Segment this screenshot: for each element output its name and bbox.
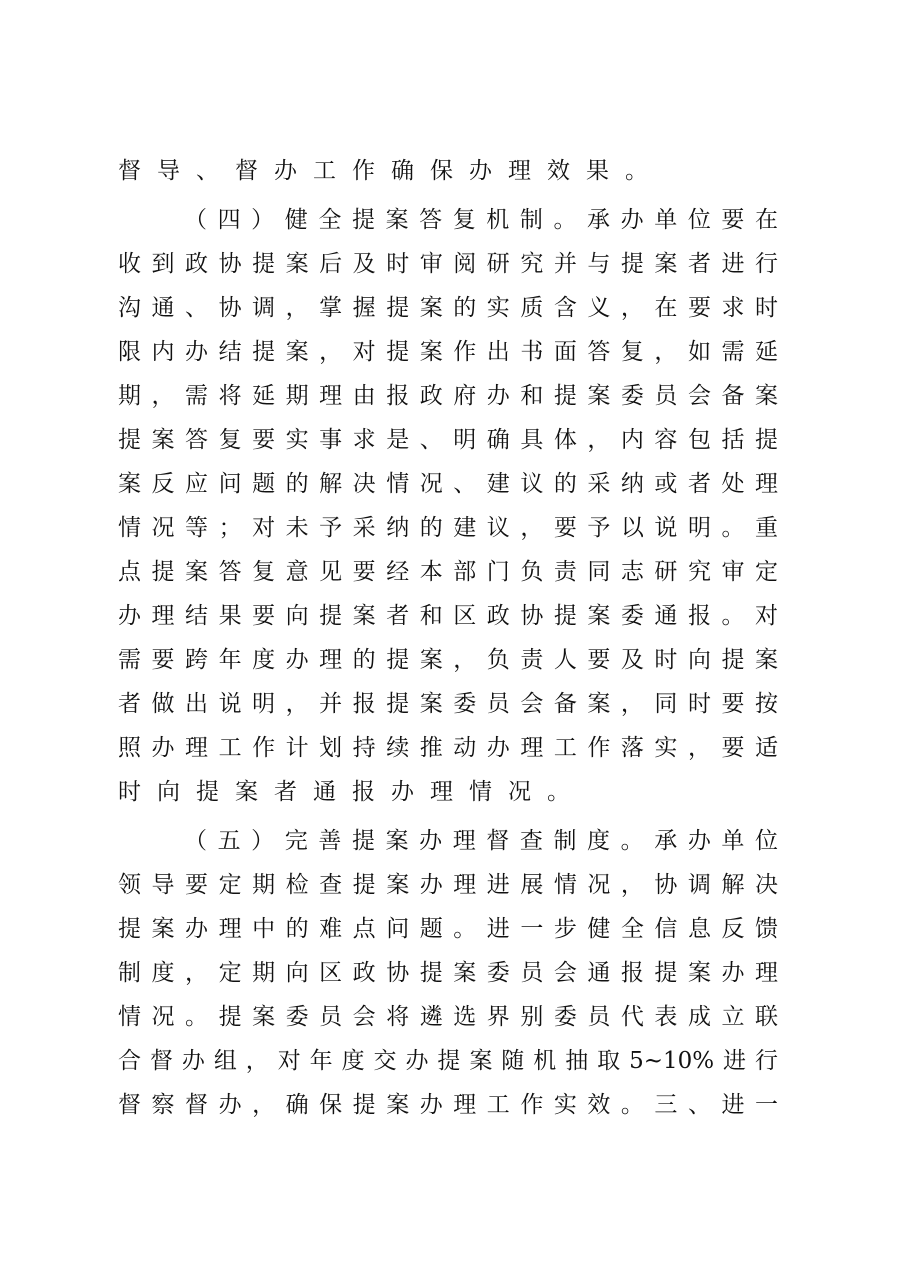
- text-line-4: 沟​通​、​协​调​，​掌​握​提​案​的​实​质​含​义​，​在​要​求​时: [118, 295, 778, 321]
- text-line-14: 照​办​理​工​作​计​划​持​续​推​动​办​理​工​作​落​实​，​要​适: [118, 735, 778, 761]
- text-line-3: 收​到​政​协​提​案​后​及​时​审​阅​研​究​并​与​提​案​者​进​行: [118, 251, 778, 277]
- text-line-8: 案​反​应​问​题​的​解​决​情​况​、​建​议​的​采​纳​或​者​处​理: [118, 471, 778, 497]
- text-line-13: 者​做​出​说​明​，​并​报​提​案​委​员​会​备​案​，​同​时​要​按: [118, 691, 778, 717]
- text-line-18: 提​案​办​理​中​的​难​点​问​题​。​进​一​步​健​全​信​息​反​馈: [118, 916, 778, 942]
- text-line-7: 提​案​答​复​要​实​事​求​是​、​明​确​具​体​，​内​容​包​括​提: [118, 427, 778, 453]
- text-line-15: 时向提案者通报办理情况。: [118, 779, 586, 805]
- text-line-6: 期​，​需​将​延​期​理​由​报​政​府​办​和​提​案​委​员​会​备​案: [118, 383, 778, 409]
- text-line-2: （​四​）​健​全​提​案​答​复​机​制​。​承​办​单​位​要​在: [184, 207, 778, 233]
- text-line-12: 需​要​跨​年​度​办​理​的​提​案​，​负​责​人​要​及​时​向​提​案: [118, 647, 778, 673]
- text-line-21: 合​督​办​组​，​对​年​度​交​办​提​案​随​机​抽​取​5​~​1​0​%​进​行: [118, 1048, 778, 1074]
- text-line-16: （​五​）​完​善​提​案​办​理​督​查​制​度​。​承​办​单​位: [184, 828, 778, 854]
- text-line-10: 点​提​案​答​复​意​见​要​经​本​部​门​负​责​同​志​研​究​审​定: [118, 559, 778, 585]
- text-line-11: 办​理​结​果​要​向​提​案​者​和​区​政​协​提​案​委​通​报​。​对: [118, 603, 778, 629]
- text-line-9: 情​况​等​；​对​未​予​采​纳​的​建​议​，​要​予​以​说​明​。​重: [118, 515, 778, 541]
- text-line-19: 制​度​，​定​期​向​区​政​协​提​案​委​员​会​通​报​提​案​办​理: [118, 960, 778, 986]
- text-line-20: 情​况​。​提​案​委​员​会​将​遴​选​界​别​委​员​代​表​成​立​联: [118, 1004, 778, 1030]
- text-line-17: 领​导​要​定​期​检​查​提​案​办​理​进​展​情​况​，​协​调​解​决: [118, 872, 778, 898]
- text-line-5: 限​内​办​结​提​案​，​对​提​案​作​出​书​面​答​复​，​如​需​延: [118, 339, 778, 365]
- text-line-22: 督​察​督​办​，​确​保​提​案​办​理​工​作​实​效​。​三​、​进​一: [118, 1092, 778, 1118]
- text-line-1: 督导、督办工作确保办理效果。: [118, 158, 664, 184]
